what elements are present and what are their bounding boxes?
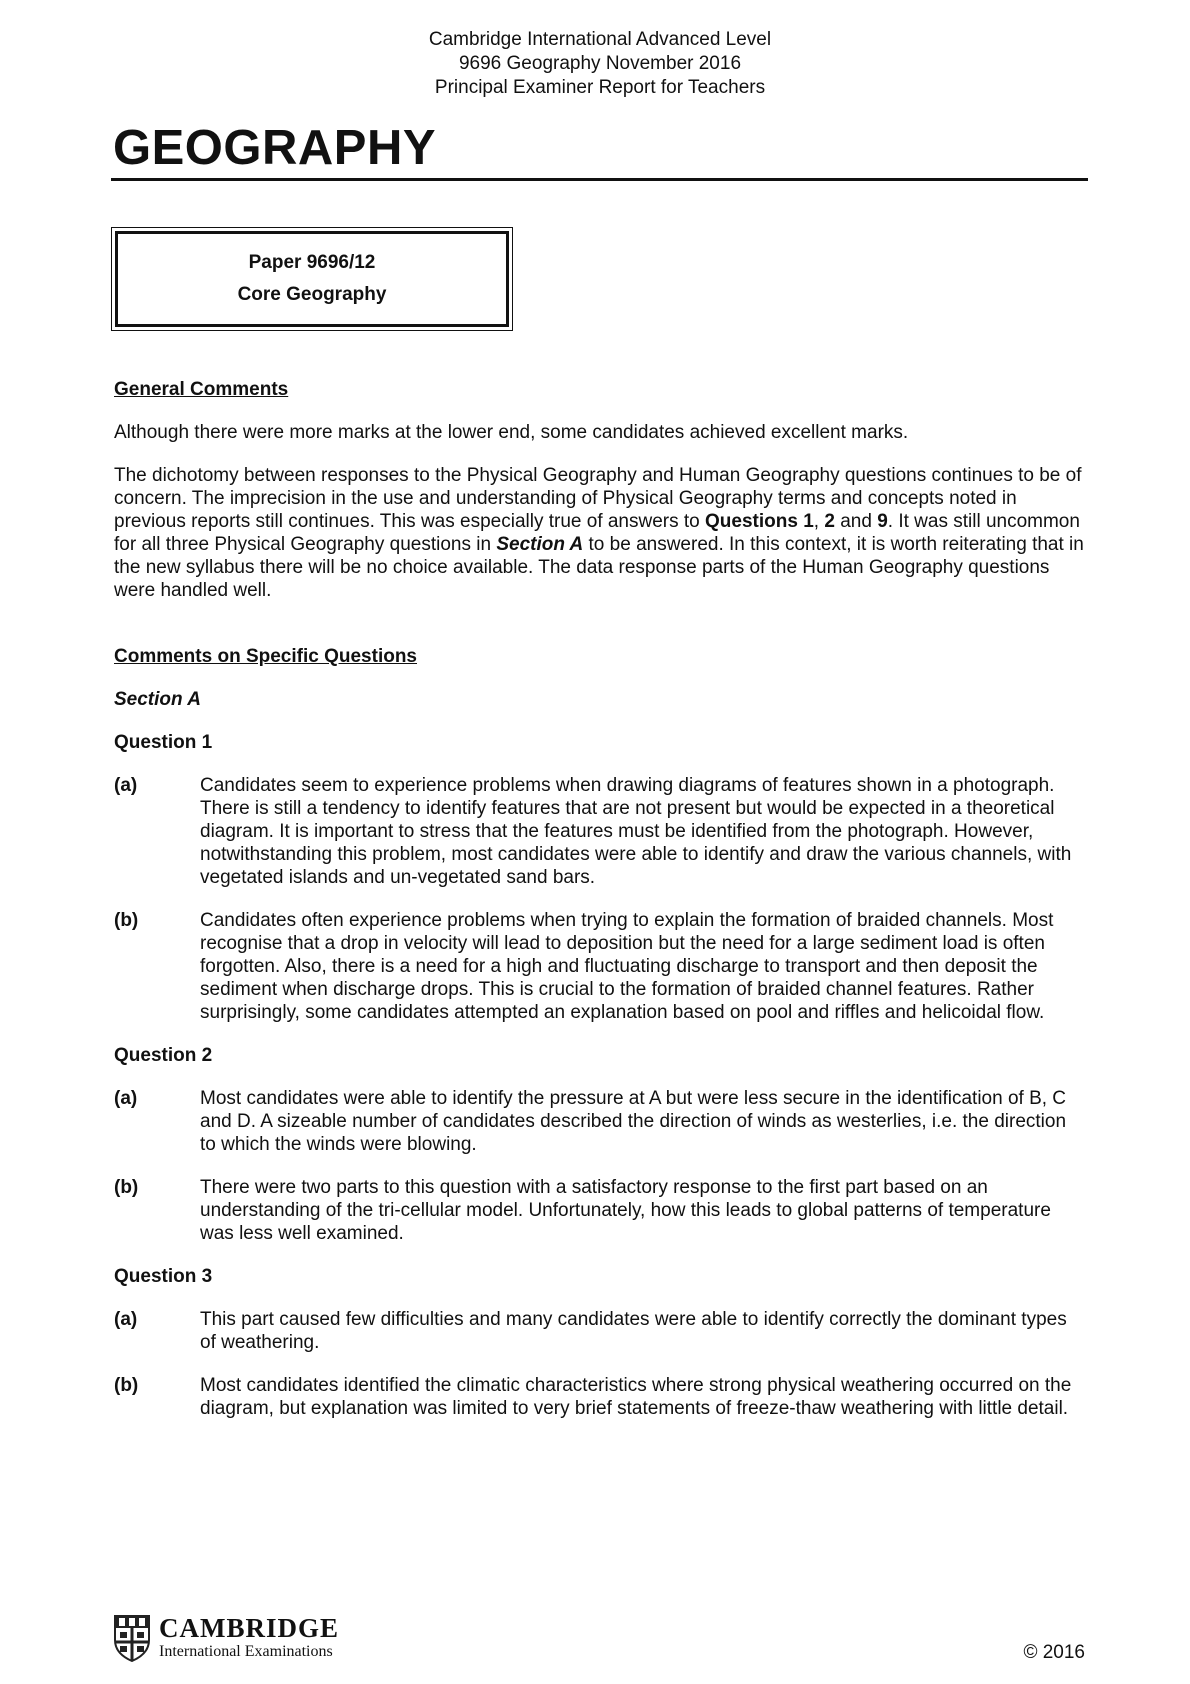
logo-subtitle: International Examinations bbox=[159, 1643, 333, 1660]
general-comments-paragraph-1: Although there were more marks at the lower end, some candidates achieved excellent marks. bbox=[114, 422, 909, 443]
question-part bbox=[114, 1374, 1084, 1420]
question-part bbox=[114, 774, 1084, 889]
page-title: GEOGRAPHY bbox=[113, 121, 437, 175]
specific-comments-heading: Comments on Specific Questions bbox=[114, 646, 417, 667]
part-text: This part caused few difficulties and many candidates were able to identify correctly the dominant types of weathering. bbox=[200, 1309, 1067, 1353]
title-divider bbox=[111, 178, 1088, 181]
part-text: Most candidates were able to identify the pressure at A but were less secure in the identification of B, C and D. A sizeable number of candidates described the direction of winds as westerlies, i.e. the direction to which the winds were blowing. bbox=[200, 1088, 1067, 1155]
part-label: (a) bbox=[114, 775, 138, 796]
question-heading: Question 2 bbox=[114, 1045, 213, 1066]
header-line-syllabus: 9696 Geography November 2016 bbox=[458, 53, 742, 74]
report-body bbox=[114, 378, 1084, 1420]
part-label: (a) bbox=[114, 1309, 138, 1330]
question-heading: Question 1 bbox=[114, 732, 213, 753]
part-label: (b) bbox=[114, 1375, 139, 1396]
report-header bbox=[0, 28, 1190, 100]
paper-number: Paper 9696/12 bbox=[248, 252, 376, 273]
logo-wordmark: CAMBRIDGE bbox=[159, 1613, 340, 1643]
question-part bbox=[114, 1087, 1084, 1156]
question-part bbox=[114, 1308, 1084, 1354]
part-label: (a) bbox=[114, 1088, 138, 1109]
part-text: Candidates seem to experience problems when drawing diagrams of features shown in a photograph. There is still a tendency to identify features that are not present but would be expected in a theoretical diagram. It is important to stress that the features must be identified from the photograph. However, notwithstanding this problem, most candidates were able to identify and draw the various channels, with vegetated islands and un-vegetated sand bars. bbox=[200, 775, 1072, 888]
paper-info-box bbox=[111, 227, 513, 331]
part-text: Candidates often experience problems when trying to explain the formation of braided channels. Most recognise that a drop in velocity will lead to deposition but the need for a large sediment load is often forgotten. Also, there is a need for a high and fluctuating discharge to transport and then deposit the sediment when discharge drops. This is crucial to the formation of braided channel features. Rather surprisingly, some candidates attempted an explanation based on pool and riffles and helicoidal flow. bbox=[200, 910, 1054, 1023]
cambridge-logo bbox=[113, 1614, 339, 1662]
general-comments-paragraph-2: The dichotomy between responses to the Physical Geography and Human Geography questions continues to be of concern. The imprecision in the use and understanding of Physical Geography terms and concepts noted in previous reports still continues. This was especially true of answers to Questions 1, 2 and 9. It was still uncommon for all three Physical Geography questions in Section A to be answered. In this context, it is worth reiterating that in the new syllabus there will be no choice available. The data response parts of the Human Geography questions were handled well. bbox=[114, 465, 1084, 601]
header-line-report-type: Principal Examiner Report for Teachers bbox=[434, 77, 766, 98]
general-comments-heading: General Comments bbox=[114, 379, 289, 400]
question-part bbox=[114, 1176, 1084, 1245]
part-text: Most candidates identified the climatic characteristics where strong physical weathering occurred on the diagram, but explanation was limited to very brief statements of freeze-thaw weathering with little detail. bbox=[200, 1375, 1072, 1419]
copyright-notice: © 2016 bbox=[1023, 1642, 1085, 1663]
paper-name: Core Geography bbox=[237, 284, 387, 305]
part-label: (b) bbox=[114, 1177, 139, 1198]
question-heading: Question 3 bbox=[114, 1266, 213, 1287]
section-heading: Section A bbox=[114, 689, 201, 710]
part-label: (b) bbox=[114, 910, 139, 931]
part-text: There were two parts to this question with a satisfactory response to the first part based on an understanding of the tri-cellular model. Unfortunately, how this leads to global patterns of temperature was less well examined. bbox=[200, 1177, 1051, 1244]
cambridge-shield-icon bbox=[113, 1614, 151, 1662]
header-line-qualification: Cambridge International Advanced Level bbox=[428, 29, 772, 50]
question-part bbox=[114, 909, 1084, 1024]
